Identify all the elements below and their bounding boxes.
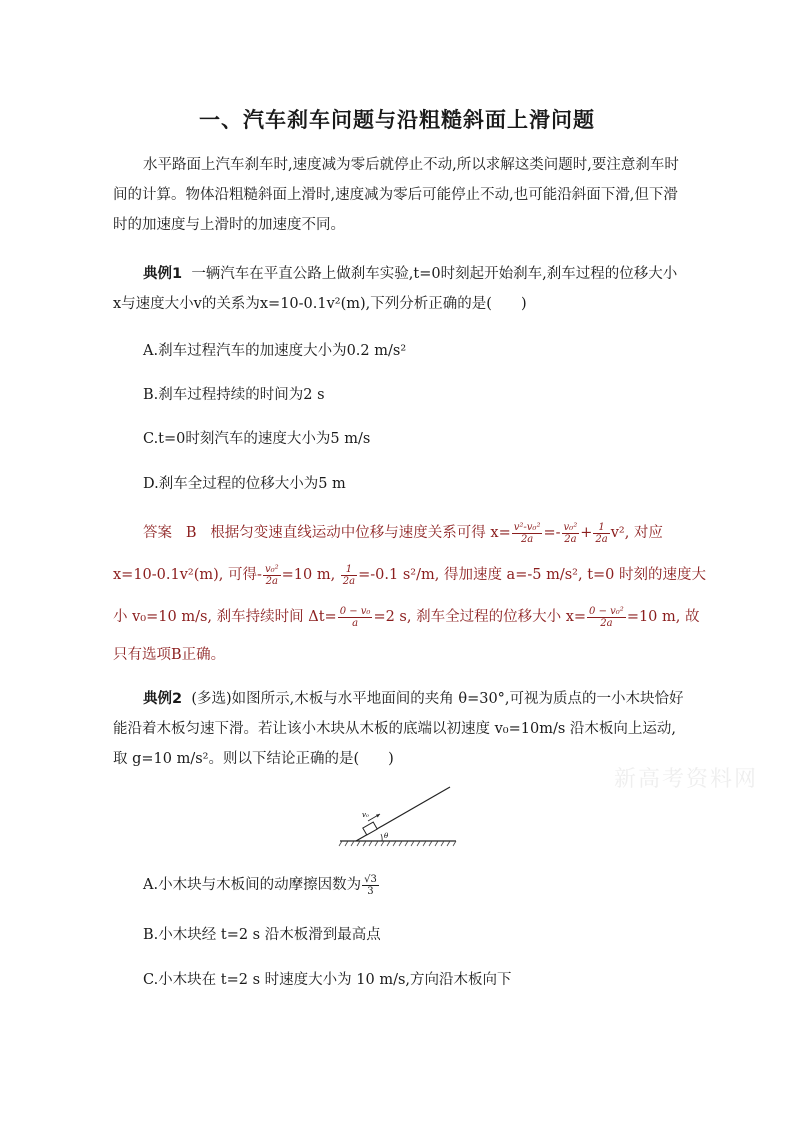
example1-option-d: D.刹车全过程的位移大小为5 m [143, 476, 346, 492]
answer-text: + [580, 525, 593, 541]
fraction-denominator: 2a [600, 617, 613, 629]
answer-text: =-0.1 s²/m, 得加速度 a=-5 m/s², t=0 时刻的速度大 [358, 567, 707, 583]
fraction-numerator: 0 − v₀ [339, 605, 371, 617]
fraction [341, 564, 357, 587]
velocity-label: v₀ [362, 811, 369, 819]
answer-text: =10 m, 故 [626, 609, 700, 625]
fraction-denominator: 2a [520, 533, 534, 545]
intro-paragraph: 水平路面上汽车刹车时,速度减为零后就停止不动,所以求解这类问题时,要注意刹车时间的计算。物体沿粗糙斜面上滑时,速度减为零后可能停止不动,也可能沿斜面下滑,但下滑时的加速度与上滑时的加速度不同。 [113, 157, 679, 233]
example2-stem [113, 684, 685, 774]
angle-arc [381, 834, 382, 841]
fraction [562, 522, 580, 545]
example1-stem [113, 259, 685, 319]
fraction-numerator: 0 − v₀² [589, 605, 624, 617]
example1-label: 典例1 [143, 266, 183, 282]
example2-text: 如图所示,木板与水平地面间的夹角 θ=30°,可视为质点的一小木块恰好能沿着木板匀速下滑。若让该小木块从木板的底端以初速度 v₀=10m/s 沿木板向上运动,取 g=10 m/s²。则以下结论正确的是( ) [113, 691, 684, 767]
incline-diagram [338, 783, 458, 849]
answer-text: x=10-0.1v²(m), 可得- [113, 567, 262, 583]
fraction [362, 874, 379, 897]
fraction-denominator: 3 [367, 885, 374, 897]
fraction-denominator: 2a [564, 533, 577, 545]
fraction-numerator: 1 [341, 564, 357, 576]
option-a-text: A.小木块与木板间的动摩擦因数为 [143, 877, 362, 893]
example2-tag: (多选) [191, 691, 232, 707]
fraction [512, 522, 543, 545]
answer-line-1 [143, 518, 688, 548]
fraction-numerator: 1 [593, 522, 609, 534]
fraction [593, 522, 609, 545]
answer-label: 答案 [143, 525, 172, 541]
fraction-denominator: 2a [342, 575, 356, 587]
fraction-denominator: 2a [265, 575, 278, 587]
example1-option-c: C.t=0时刻汽车的速度大小为5 m/s [143, 431, 371, 447]
fraction-numerator: v₀² [264, 563, 279, 575]
example1-option-a: A.刹车过程汽车的加速度大小为0.2 m/s² [143, 343, 407, 359]
wood-block [363, 822, 377, 835]
example2-option-b: B.小木块经 t=2 s 沿木板滑到最高点 [143, 927, 381, 943]
answer-text: 小 v₀=10 m/s, 刹车持续时间 Δt= [113, 609, 337, 625]
answer-line-3 [113, 602, 700, 632]
page-title: 一、汽车刹车问题与沿粗糙斜面上滑问题 [199, 108, 595, 132]
fraction-numerator: √3 [364, 873, 377, 885]
fraction-numerator: v²-v₀² [513, 521, 541, 533]
example2-option-a [143, 870, 380, 900]
answer-text: =2 s, 刹车全过程的位移大小 x= [373, 609, 587, 625]
answer-choice: B [185, 525, 197, 541]
angle-label: θ [384, 832, 389, 840]
fraction-numerator: v₀² [563, 521, 578, 533]
answer-text: 根据匀变速直线运动中位移与速度关系可得 x= [210, 525, 511, 541]
answer-text: =10 m, [281, 567, 340, 583]
ground-hatching [339, 841, 456, 846]
fraction [587, 606, 626, 629]
answer-text: =- [543, 525, 561, 541]
example1-option-b: B.刹车过程持续的时间为2 s [143, 387, 325, 403]
answer-line-4: 只有选项B正确。 [113, 647, 226, 663]
example2-label: 典例2 [143, 691, 183, 707]
answer-line-2 [113, 560, 707, 590]
answer-text: v², 对应 [610, 525, 663, 541]
fraction-denominator: a [352, 617, 359, 629]
example1-text: 一辆汽车在平直公路上做刹车实验,t=0时刻起开始刹车,刹车过程的位移大小x与速度大小v的关系为x=10-0.1v²(m),下列分析正确的是( ) [113, 266, 678, 312]
watermark: 新高考资料网 [614, 767, 759, 792]
fraction [263, 564, 281, 587]
example2-option-c: C.小木块在 t=2 s 时速度大小为 10 m/s,方向沿木板向下 [143, 972, 512, 988]
fraction-denominator: 2a [595, 533, 608, 545]
fraction [338, 606, 373, 629]
